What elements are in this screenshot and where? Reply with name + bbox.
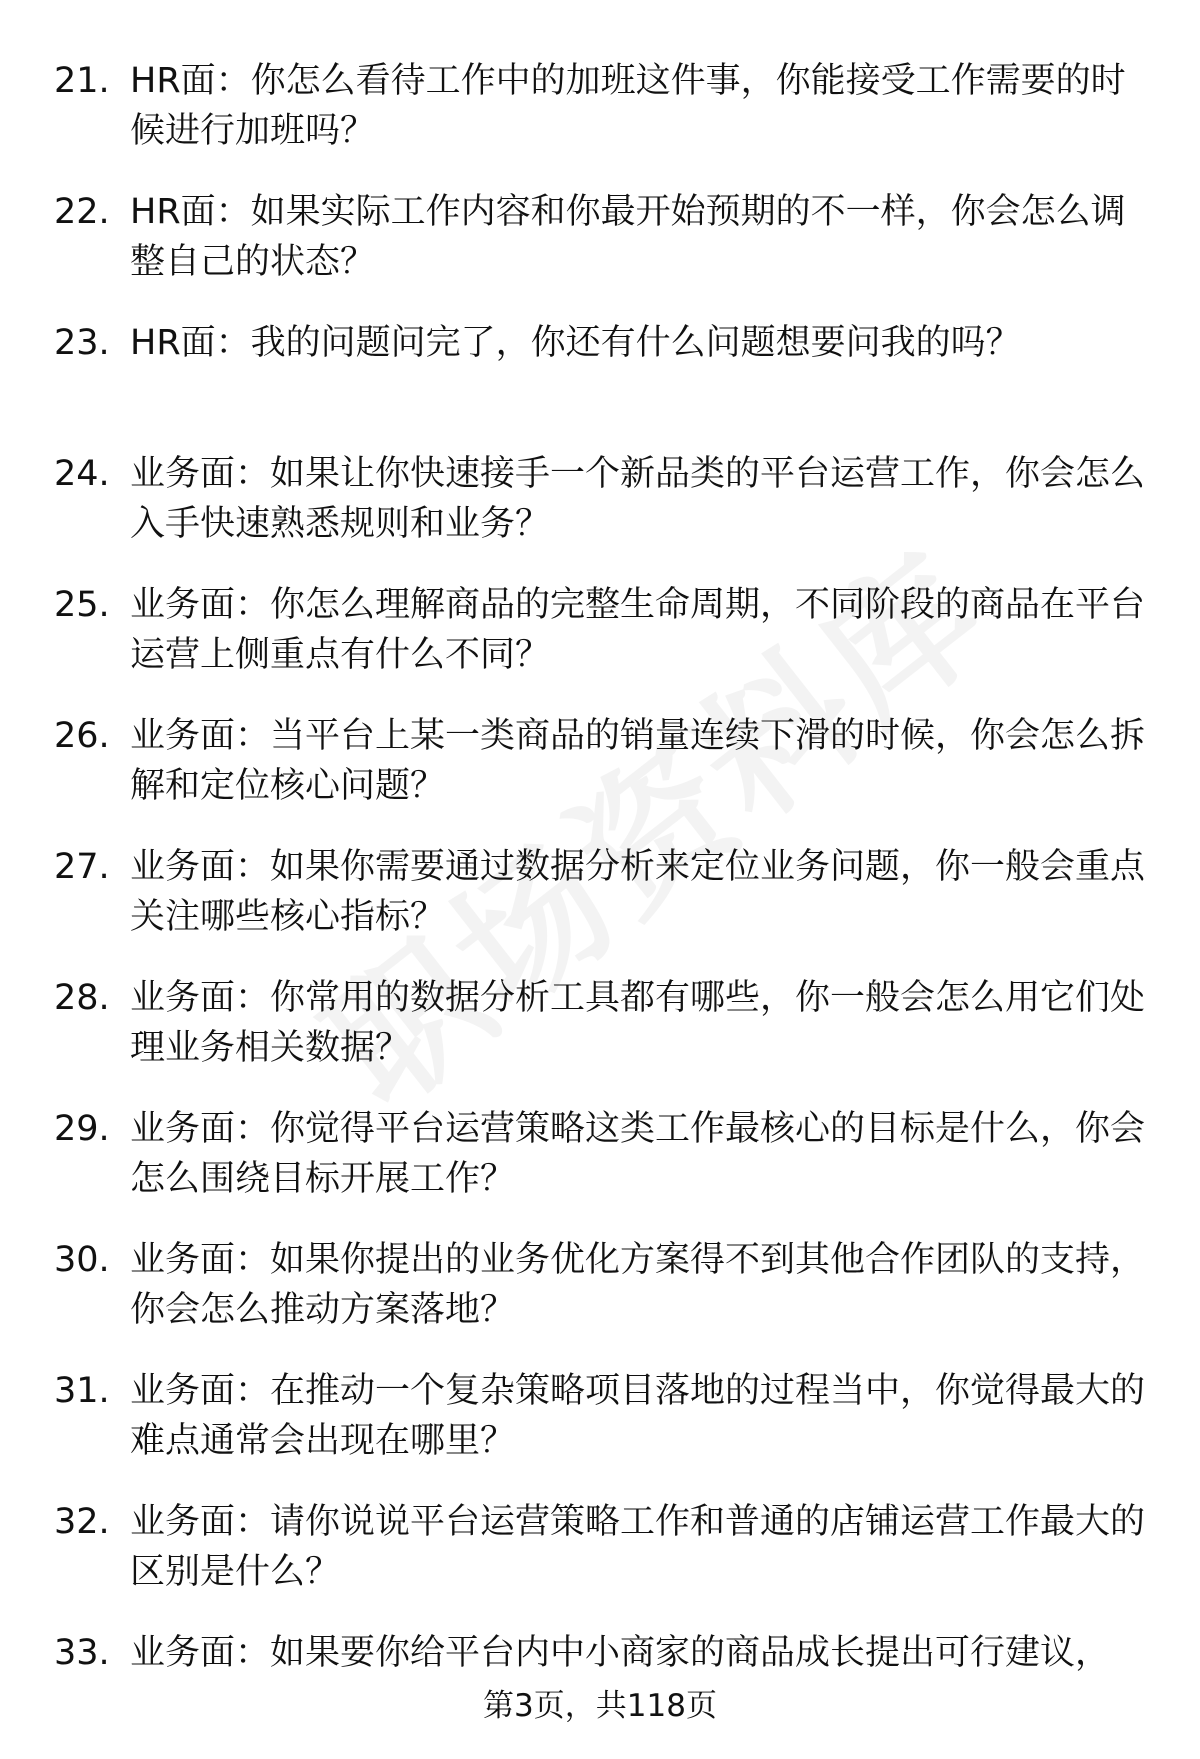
list-item (54, 1235, 1150, 1366)
page-footer: 第3页，共118页 (483, 1688, 717, 1724)
question-number: 27. (54, 847, 110, 887)
question-text: HR面：你怎么看待工作中的加班这件事，你能接受工作需要的时候进行加班吗？ (130, 61, 1126, 151)
question-number: 25. (54, 585, 110, 625)
question-text: 业务面：你怎么理解商品的完整生命周期，不同阶段的商品在平台运营上侧重点有什么不同？ (130, 585, 1146, 675)
question-list (54, 56, 1150, 1759)
list-item (54, 449, 1150, 580)
question-text: 业务面：你常用的数据分析工具都有哪些，你一般会怎么用它们处理业务相关数据？ (130, 978, 1146, 1068)
list-item (54, 56, 1150, 187)
list-item (54, 1366, 1150, 1497)
question-number: 32. (54, 1502, 110, 1542)
list-item (54, 187, 1150, 318)
question-text: 业务面：你觉得平台运营策略这类工作最核心的目标是什么，你会怎么围绕目标开展工作？ (130, 1109, 1146, 1199)
question-number: 33. (54, 1633, 110, 1673)
list-item (54, 842, 1150, 973)
list-item (54, 580, 1150, 711)
question-number: 23. (54, 323, 110, 363)
list-item (54, 1104, 1150, 1235)
question-text: 业务面：在推动一个复杂策略项目落地的过程当中，你觉得最大的难点通常会出现在哪里？ (130, 1371, 1146, 1461)
list-item (54, 1497, 1150, 1628)
question-number: 28. (54, 978, 110, 1018)
question-number: 21. (54, 61, 110, 101)
list-item (54, 973, 1150, 1104)
question-number: 22. (54, 192, 110, 232)
list-item (54, 711, 1150, 842)
question-text: 业务面：如果你需要通过数据分析来定位业务问题，你一般会重点关注哪些核心指标？ (130, 847, 1146, 937)
question-number: 30. (54, 1240, 110, 1280)
question-text: 业务面：如果让你快速接手一个新品类的平台运营工作，你会怎么入手快速熟悉规则和业务？ (130, 454, 1146, 544)
question-number: 26. (54, 716, 110, 756)
question-text: HR面：我的问题问完了，你还有什么问题想要问我的吗？ (130, 323, 1021, 363)
list-item (54, 318, 1150, 449)
question-text: 业务面：如果你提出的业务优化方案得不到其他合作团队的支持，你会怎么推动方案落地？ (130, 1240, 1146, 1330)
question-text: HR面：如果实际工作内容和你最开始预期的不一样，你会怎么调整自己的状态？ (130, 192, 1126, 282)
question-number: 24. (54, 454, 110, 494)
question-number: 31. (54, 1371, 110, 1411)
question-number: 29. (54, 1109, 110, 1149)
question-text: 业务面：如果要你给平台内中小商家的商品成长提出可行建议， (130, 1633, 1111, 1673)
question-text: 业务面：当平台上某一类商品的销量连续下滑的时候，你会怎么拆解和定位核心问题？ (130, 716, 1146, 806)
question-text: 业务面：请你说说平台运营策略工作和普通的店铺运营工作最大的区别是什么？ (130, 1502, 1146, 1592)
